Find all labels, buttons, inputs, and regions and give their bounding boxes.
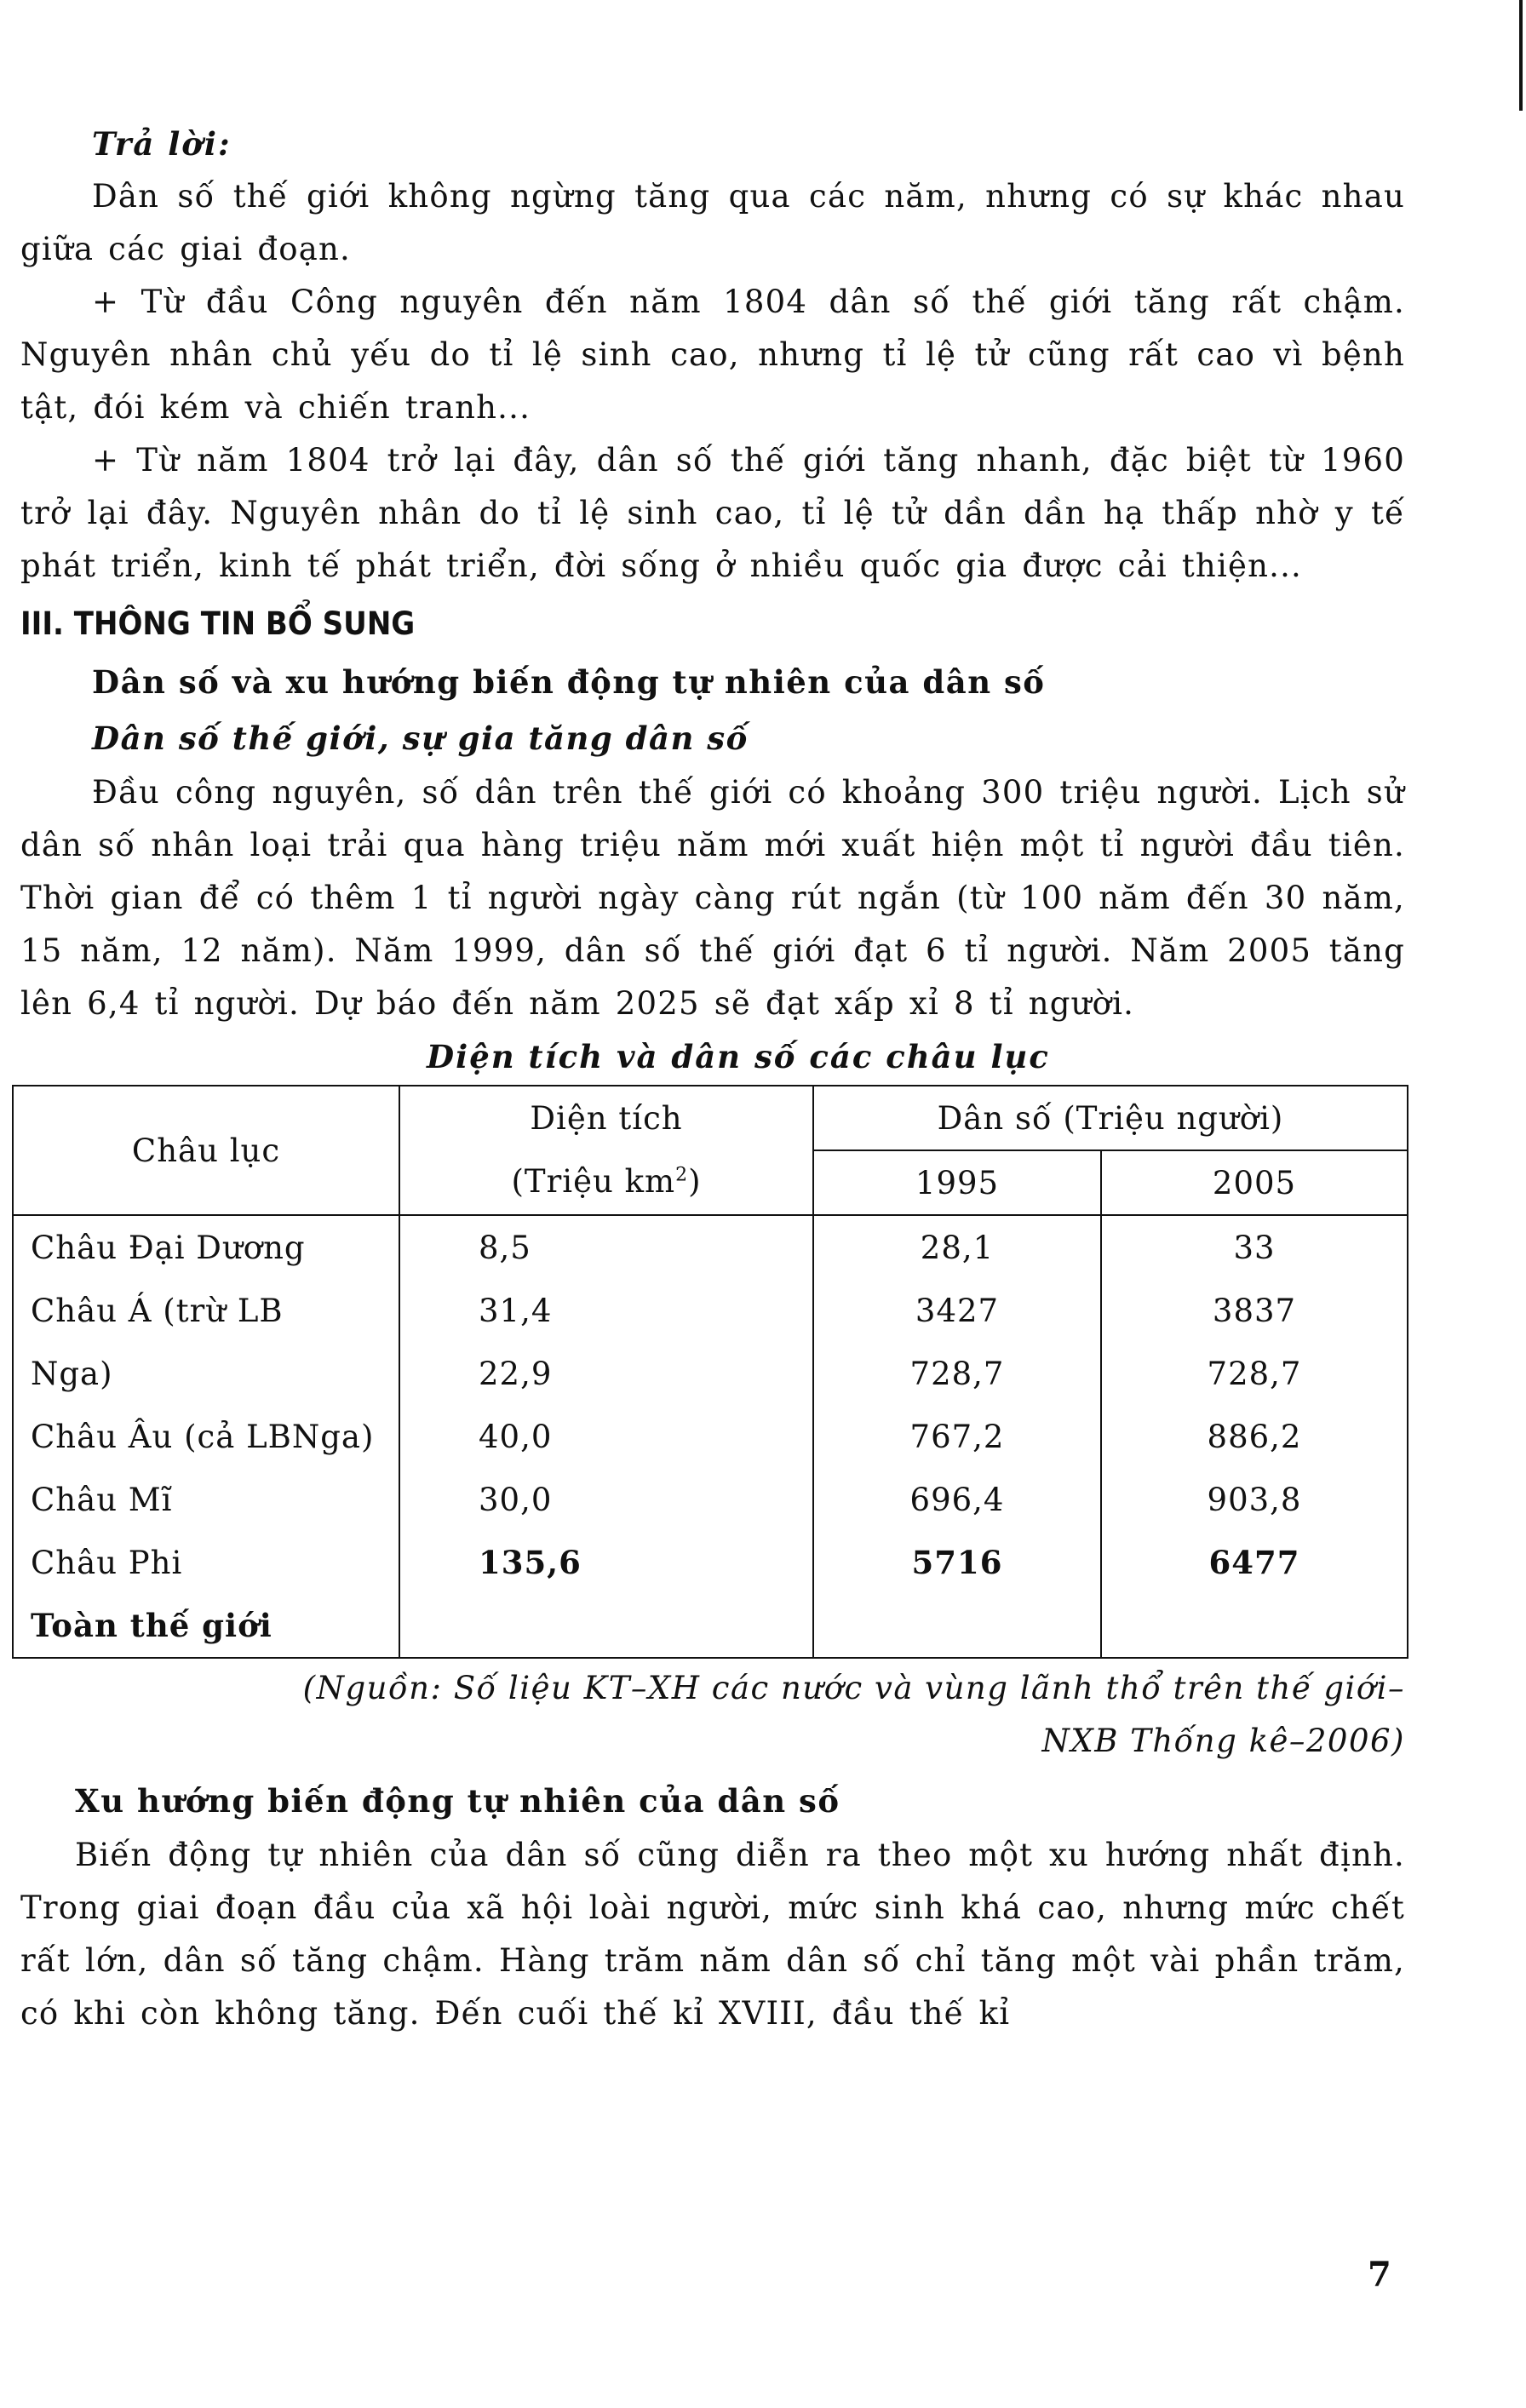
- subsection-title: Dân số thế giới, sự gia tăng dân số: [92, 720, 749, 757]
- table-row: [13, 1468, 1408, 1531]
- table-row: [13, 1531, 1408, 1594]
- header-year-1995: 1995: [813, 1150, 1101, 1215]
- table-source-line2: NXB Thống kê–2006): [1041, 1723, 1405, 1759]
- table-row: [13, 1215, 1408, 1279]
- page-content: [20, 118, 1405, 2040]
- cell-continent: Châu Mĩ: [13, 1468, 399, 1531]
- trend-title: Xu hướng biến động tự nhiên của dân số: [75, 1782, 840, 1820]
- answer-point-1: + Từ đầu Công nguyên đến năm 1804 dân số thế giới tăng rất chậm. Nguyên nhân chủ yếu do tỉ lệ sinh cao, nhưng tỉ lệ tử cũng rất cao vì bệnh tật, đói kém và chiến tranh...: [20, 284, 1405, 426]
- population-paragraph: Đầu công nguyên, số dân trên thế giới có khoảng 300 triệu người. Lịch sử dân số nhân loại trải qua hàng triệu năm mới xuất hiện một tỉ người đầu tiên. Thời gian để có thêm 1 tỉ người ngày càng rút ngắn (từ 100 năm đến 30 năm, 15 năm, 12 năm). Năm 1999, dân số thế giới đạt 6 tỉ người. Năm 2005 tăng lên 6,4 tỉ người. Dự báo đến năm 2025 sẽ đạt xấp xỉ 8 tỉ người.: [20, 774, 1405, 1022]
- header-population: Dân số (Triệu người): [813, 1086, 1408, 1150]
- table-source-line1: (Nguồn: Số liệu KT–XH các nước và vùng lãnh thổ trên thế giới–: [302, 1670, 1405, 1706]
- continent-table: [12, 1085, 1408, 1659]
- cell-continent: Châu Phi: [13, 1531, 399, 1594]
- table-row-total: [13, 1594, 1408, 1658]
- cell-continent: Châu Âu (cả LBNga): [13, 1405, 399, 1468]
- cell-pop-1995: 28,1: [813, 1215, 1101, 1279]
- cell-pop-2005: 3837: [1101, 1279, 1408, 1342]
- header-area-line2: [400, 1150, 812, 1213]
- cell-pop-1995: 696,4: [813, 1468, 1101, 1531]
- header-area: [399, 1086, 813, 1215]
- cell-pop-2005: 728,7: [1101, 1342, 1408, 1405]
- cell-area: [399, 1594, 813, 1658]
- cell-area: 30,0: [399, 1468, 813, 1531]
- cell-pop-2005: 886,2: [1101, 1405, 1408, 1468]
- page-number: 7: [1368, 2255, 1391, 2295]
- table-row: [13, 1405, 1408, 1468]
- cell-continent: Châu Á (trừ LB: [13, 1279, 399, 1342]
- cell-continent-total: Toàn thế giới: [13, 1594, 399, 1658]
- answer-intro: Dân số thế giới không ngừng tăng qua các năm, nhưng có sự khác nhau giữa các giai đoạn.: [20, 178, 1405, 267]
- section-title: III. THÔNG TIN BỔ SUNG: [20, 605, 416, 642]
- cell-continent: Nga): [13, 1342, 399, 1405]
- cell-area: 8,5: [399, 1215, 813, 1279]
- cell-pop-1995: 767,2: [813, 1405, 1101, 1468]
- trend-paragraph: Biến động tự nhiên của dân số cũng diễn ra theo một xu hướng nhất định. Trong giai đoạn đầu của xã hội loài người, mức sinh khá cao, nhưng mức chết rất lớn, dân số tăng chậm. Hàng trăm năm dân số chỉ tăng một vài phần trăm, có khi còn không tăng. Đến cuối thế kỉ XVIII, đầu thế kỉ: [20, 1837, 1405, 2032]
- cell-area: 31,4: [399, 1279, 813, 1342]
- cell-area: 135,6: [399, 1531, 813, 1594]
- header-year-2005: 2005: [1101, 1150, 1408, 1215]
- cell-continent: Châu Đại Dương: [13, 1215, 399, 1279]
- answer-label: Trả lời:: [92, 125, 232, 163]
- table-row: [13, 1342, 1408, 1405]
- cell-pop-1995: 5716: [813, 1531, 1101, 1594]
- cell-pop-1995: 3427: [813, 1279, 1101, 1342]
- table-title: Diện tích và dân số các châu lục: [427, 1038, 1050, 1075]
- cell-pop-2005: 6477: [1101, 1531, 1408, 1594]
- header-area-sup: 2: [675, 1164, 689, 1186]
- cell-pop-2005: 33: [1101, 1215, 1408, 1279]
- header-area-line1: Diện tích: [530, 1100, 683, 1137]
- cell-area: 22,9: [399, 1342, 813, 1405]
- cell-pop-1995: 728,7: [813, 1342, 1101, 1405]
- header-continent: Châu lục: [13, 1086, 399, 1215]
- answer-point-2: + Từ năm 1804 trở lại đây, dân số thế giới tăng nhanh, đặc biệt từ 1960 trở lại đây. Nguyên nhân do tỉ lệ sinh cao, tỉ lệ tử dần dần hạ thấp nhờ y tế phát triển, kinh tế phát triển, đời sống ở nhiều quốc gia được cải thiện...: [20, 442, 1405, 584]
- page-edge-shadow: [1519, 0, 1523, 111]
- section-subtitle: Dân số và xu hướng biến động tự nhiên của dân số: [92, 663, 1046, 701]
- cell-pop-2005: 903,8: [1101, 1468, 1408, 1531]
- table-row: [13, 1279, 1408, 1342]
- cell-pop-2005: [1101, 1594, 1408, 1658]
- cell-pop-1995: [813, 1594, 1101, 1658]
- cell-area: 40,0: [399, 1405, 813, 1468]
- header-area-close: ): [688, 1163, 702, 1200]
- header-area-unit: (Triệu km: [511, 1163, 676, 1200]
